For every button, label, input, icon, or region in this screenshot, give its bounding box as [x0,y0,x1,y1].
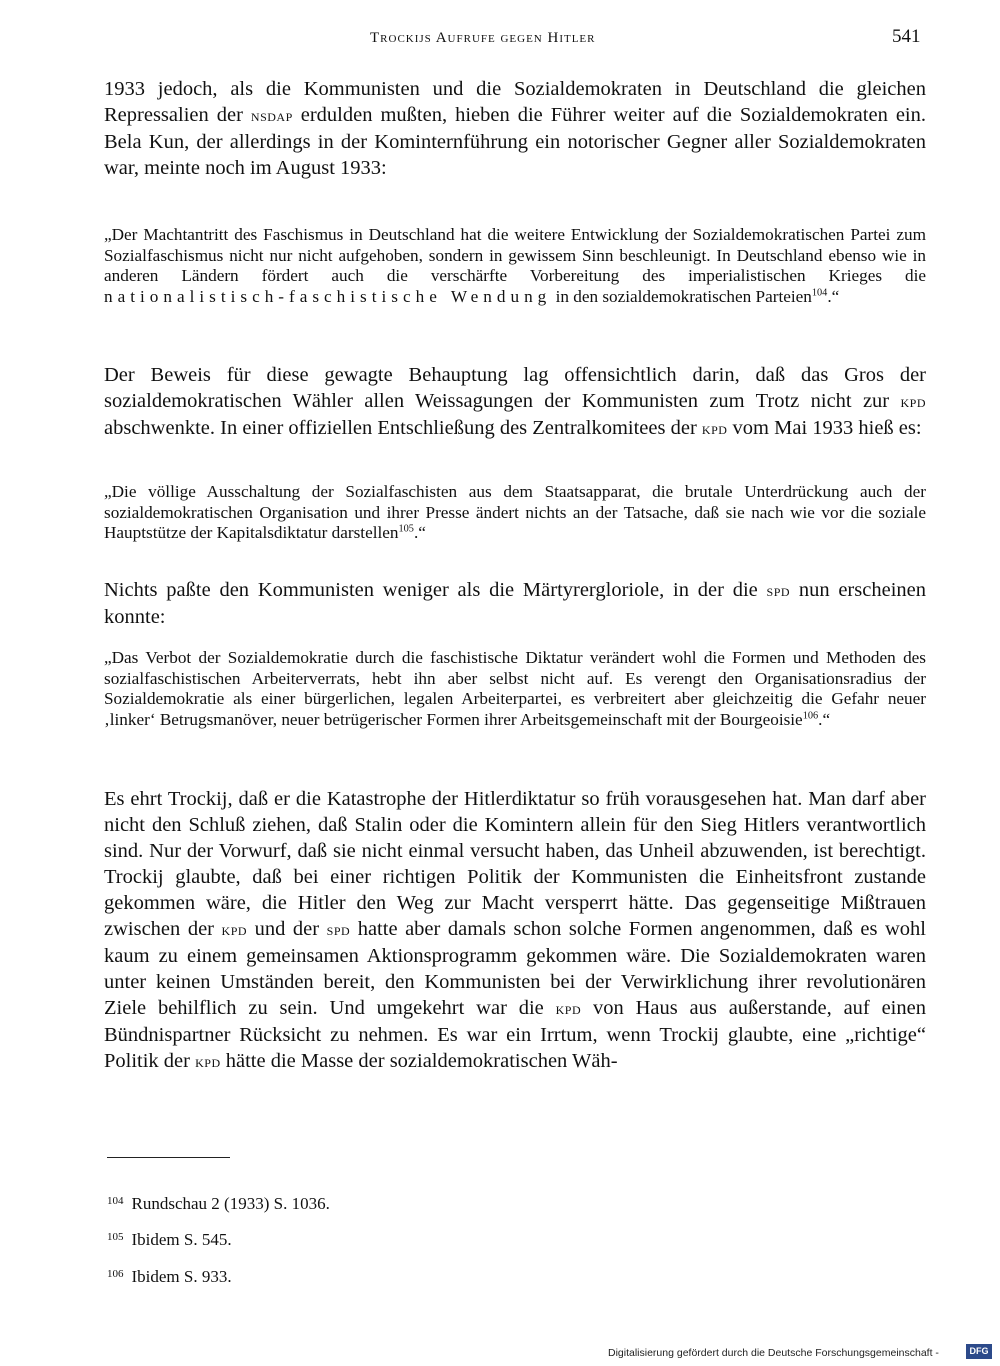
footnote-rule [107,1157,230,1158]
footnote-106: $^{106}$ Ibidem S. 933. [107,1267,232,1286]
paragraph-1: 1933 jedoch, als die Kommunisten und die Sozialdemokraten in Deutschland die gleichen Repressalien der nsdap erdulden mußten, hieben die Führer weiter auf die Sozialdemokraten ein. Bela Kun, der allerdings in der Kominternführung ein notorischer Gegner aller Sozialdemokraten war, meinte noch im August 1933: [104,78,926,179]
paragraph-3: Nichts paßte den Kommunisten weniger als die Märtyrergloriole, in der die spd nun erscheinen konnte: [104,579,926,628]
paragraph-4: Es ehrt Trockij, daß er die Katastrophe der Hitlerdiktatur so früh vorausgesehen hat. Man darf aber nicht den Schluß ziehen, daß Stalin oder die Komintern allein für den Sieg Hitlers verantwortlich sind. Nur der Vorwurf, daß sie nicht einmal versucht haben, das Unheil abzuwenden, ist berechtigt. Trockij glaubte, daß bei einer richtigen Politik der Kommunisten die Einheitsfront zustande gekommen wäre, die Hitler den Weg zur Macht versperrt hätte. Das gegenseitige Mißtrauen zwischen der kpd und der spd hatte aber damals schon solche Formen angenommen, daß es wohl kaum zu einem gemeinsamen Aktionsprogramm gekommen wäre. Die Sozialdemokraten waren unter keinen Umständen bereit, den Kommunisten bei der Verwirklichung ihrer revolutionären Ziele behilflich zu sein. Und umgekehrt war die kpd von Haus aus außerstande, auf einen Bündnispartner Rücksicht zu nehmen. Es war ein Irrtum, wenn Trockij glaubte, eine „richtige“ Politik der kpd hätte die Masse der sozialdemokratischen Wäh- [104,788,927,1072]
quote-1: „Der Machtantritt des Faschismus in Deutschland hat die weitere Entwicklung der Sozialdemokratischen Partei zum Sozialfaschismus nicht nur nicht aufgehoben, sondern in gewissem Sinn beschleunigt. In Deutschland ebenso wie in anderen Ländern fördert auch die verschärfte Vorbereitung des imperialistischen Krieges die nationalistisch-faschistische Wendung in den sozialdemokratischen Parteien$^{104}$.“ [104,225,926,306]
quote-2: „Die völlige Ausschaltung der Sozialfaschisten aus dem Staatsapparat, die brutale Unterdrückung auch der sozialdemokratischen Organisation und ihrer Presse ändert nichts an der Tatsache, daß sie nach wie vor die soziale Hauptstütze der Kapitalsdiktatur darstellen$^{105}$.“ [104,482,926,542]
footnote-ref-105: 105 [398,523,414,535]
footnote-105: $^{105}$ Ibidem S. 545. [107,1230,232,1249]
spaced-emphasis: nationalistisch-faschistische Wendung [104,286,552,306]
footnote-104: $^{104}$ Rundschau 2 (1933) S. 1036. [107,1194,330,1213]
footnote-ref-106: 106 [802,709,819,721]
footnote-ref-104: 104 [811,286,828,298]
dfg-logo: DFG [966,1344,992,1359]
page-number: 541 [892,26,921,47]
digitization-note: Digitalisierung gefördert durch die Deutsche Forschungsgemeinschaft - [608,1347,939,1359]
running-title: Trockijs Aufrufe gegen Hitler [370,30,596,46]
abbr-nsdap: nsdap [250,106,293,125]
page-header [0,26,1000,56]
quote-3: „Das Verbot der Sozialdemokratie durch die faschistische Diktatur verändert wohl die Formen und Methoden des sozialfaschistischen Arbeiterverrats, hebt ihn aber selbst nicht auf. Es verengt den Organisationsradius der Sozialdemokratie als einer bürgerlichen, legalen Arbeiterpartei, es verbreitert aber gleichzeitig die Gefahr neuer ‚linker‘ Betrugsmanöver, neuer betrügerischer Formen ihrer Arbeitsgemeinschaft mit der Bourgeoisie$^{106}$.“ [104,648,926,729]
paragraph-2: Der Beweis für diese gewagte Behauptung lag offensichtlich darin, daß das Gros der sozialdemokratischen Wähler allen Weissagungen der Kommunisten zum Trotz nicht zur kpd abschwenkte. In einer offiziellen Entschließung des Zentralkomitees der kpd vom Mai 1933 hieß es: [104,364,926,439]
